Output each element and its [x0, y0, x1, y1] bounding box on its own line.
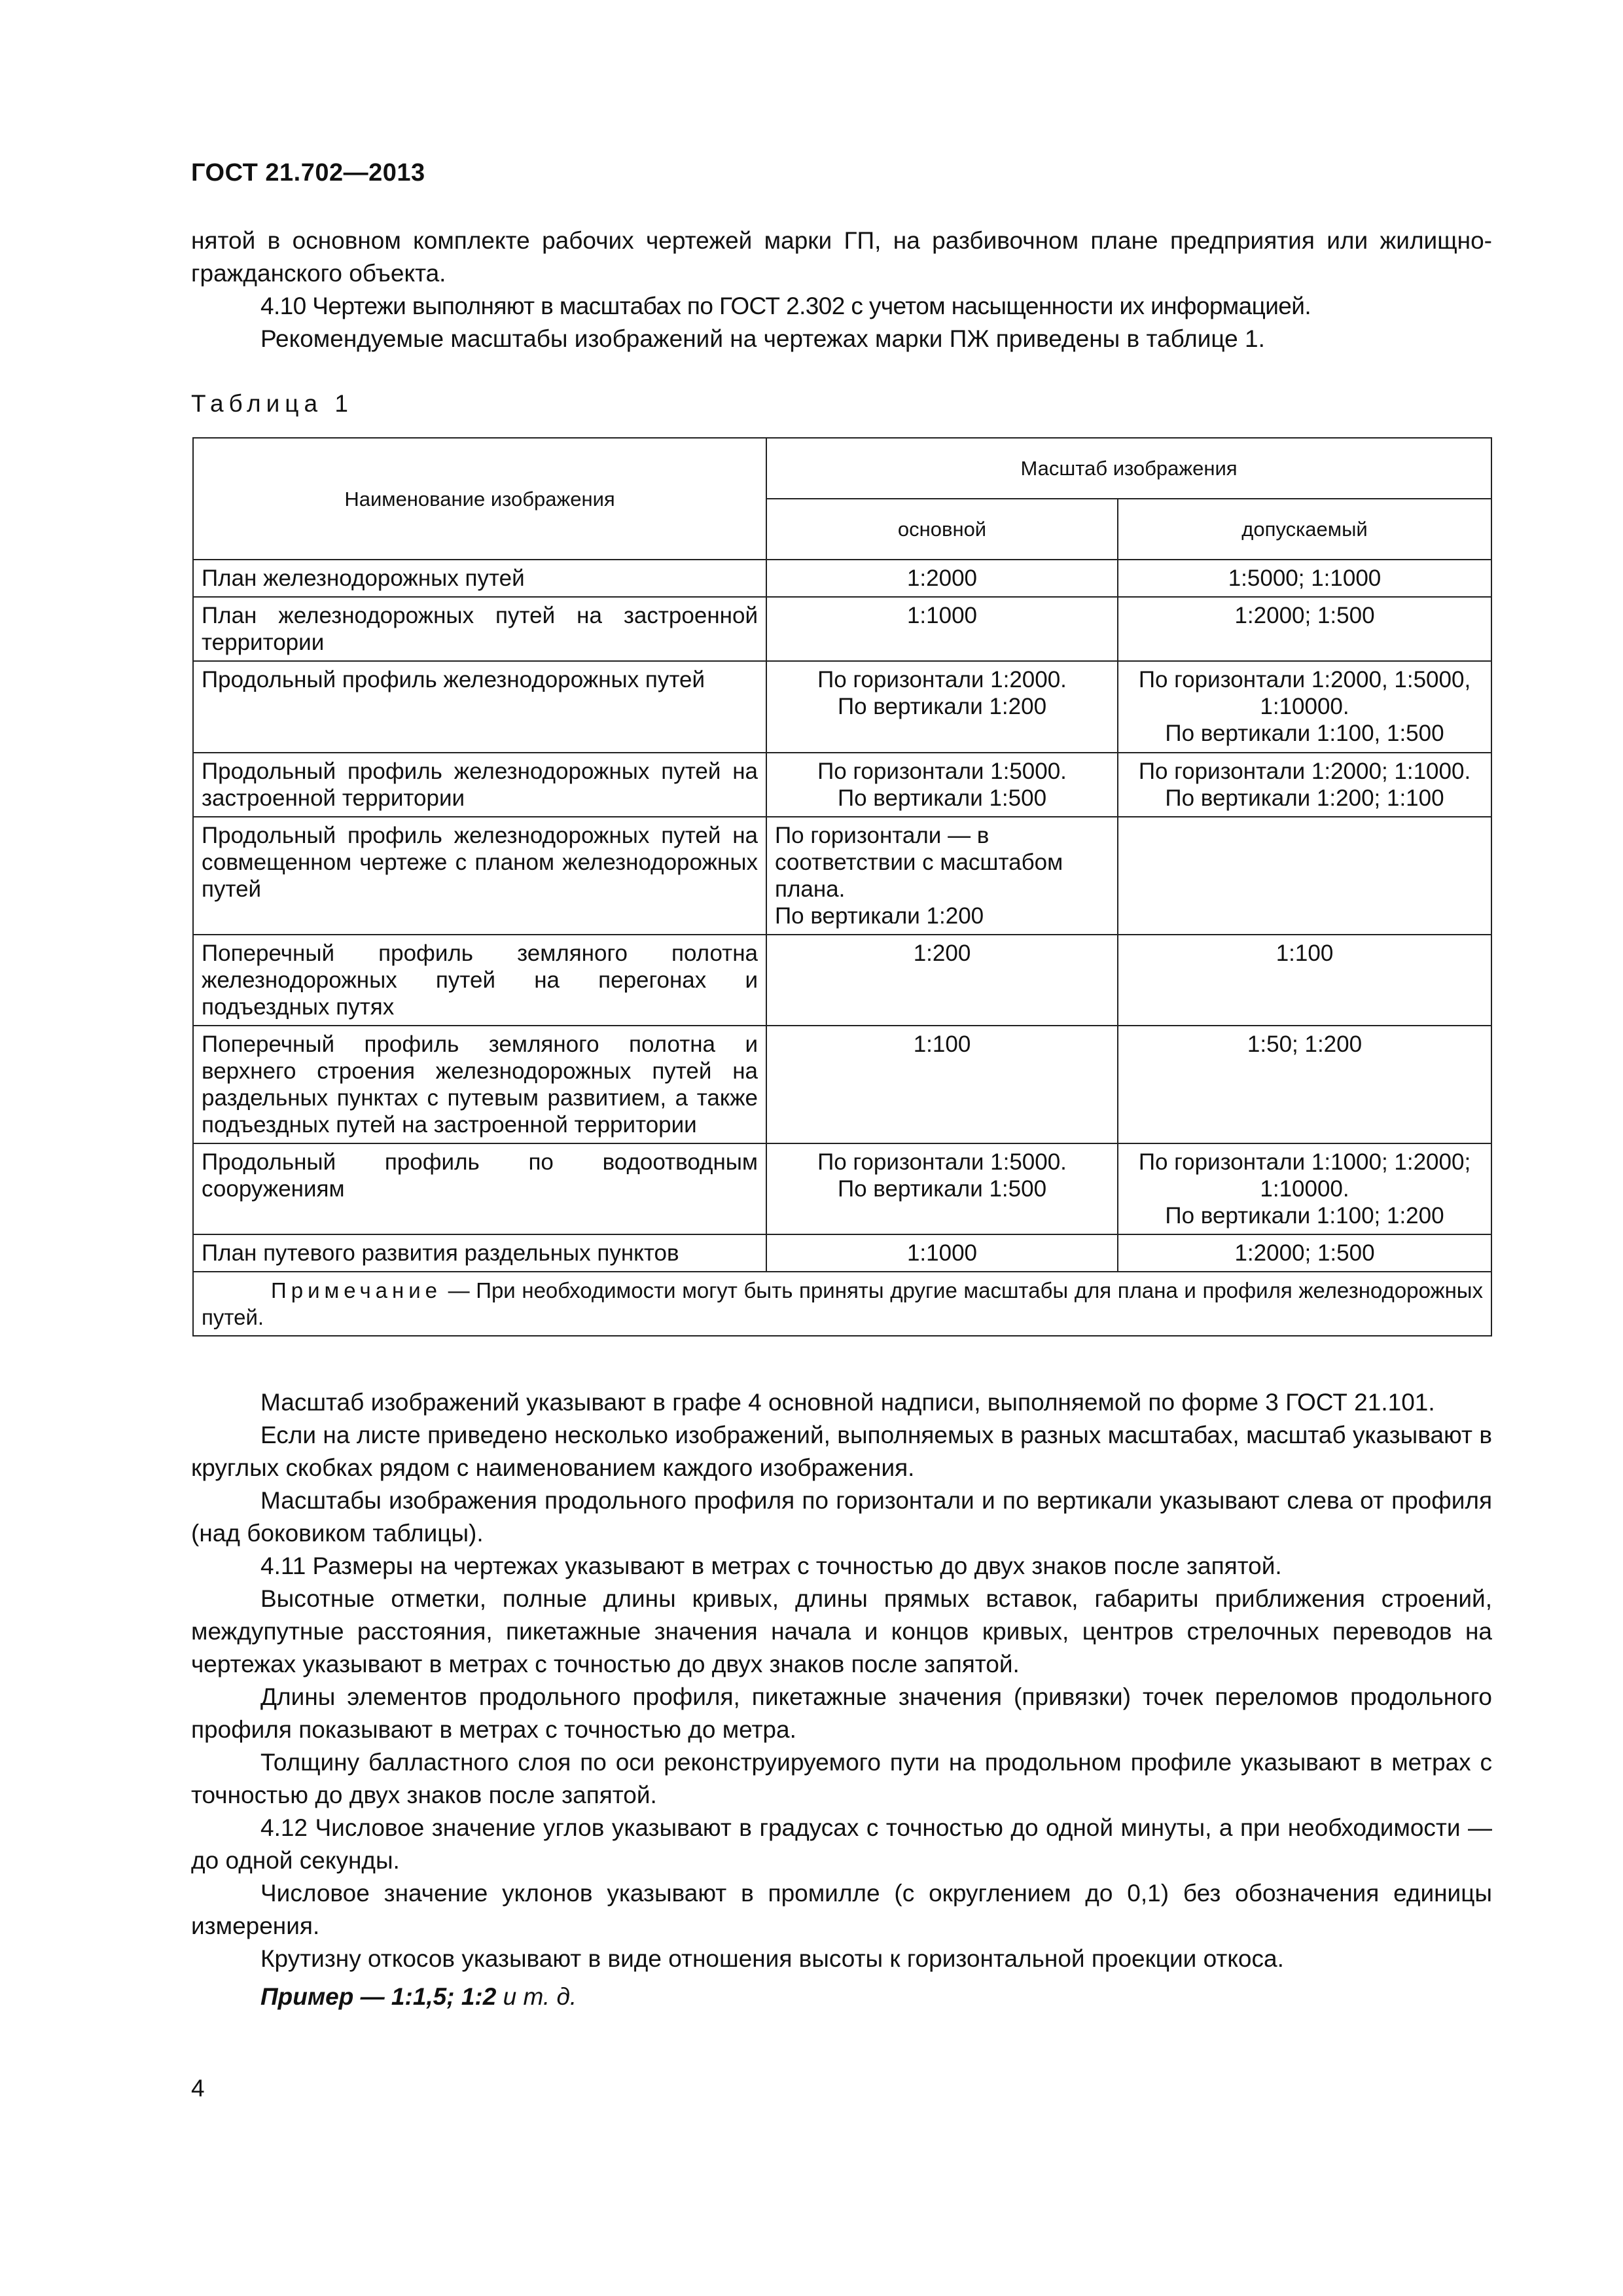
- cell-name: План железнодорожных путей: [193, 560, 766, 597]
- paragraph: Длины элементов продольного профиля, пикетажные значения (привязки) точек переломов продольного профиля показывают в метрах с точностью до метра.: [191, 1683, 1492, 1743]
- cell-allowed: [1118, 817, 1491, 935]
- note-text: — При необходимости могут быть приняты другие масштабы для плана и профиля железнодорожных путей.: [202, 1278, 1484, 1329]
- cell-main: По горизонтали — в соответствии с масштабом плана. По вертикали 1:200: [766, 817, 1118, 935]
- example-line: [191, 1981, 1492, 2013]
- paragraph: Числовое значение уклонов указывают в промилле (с округлением до 0,1) без обозначения единицы измерения.: [191, 1880, 1492, 1939]
- table-row: [193, 935, 1491, 1026]
- cell-main: 1:1000: [766, 1234, 1118, 1272]
- paragraph: 4.10 Чертежи выполняют в масштабах по ГОСТ 2.302 с учетом насыщенности их информацией.: [260, 293, 1311, 319]
- cell-allowed: 1:2000; 1:500: [1118, 597, 1491, 661]
- body-section: [191, 1386, 1492, 2013]
- example-tail: и т. д.: [496, 1983, 577, 2010]
- cell-allowed: 1:100: [1118, 935, 1491, 1026]
- column-header-scale: Масштаб изображения: [766, 438, 1491, 499]
- intro-section: [191, 224, 1492, 355]
- scales-table: [192, 437, 1492, 1336]
- note-label: Примечание: [271, 1278, 442, 1302]
- paragraph: Рекомендуемые масштабы изображений на чертежах марки ПЖ приведены в таблице 1.: [260, 325, 1265, 352]
- table-row: [193, 1234, 1491, 1272]
- table-note: [193, 1272, 1491, 1336]
- table-row: [193, 1026, 1491, 1143]
- document-id: ГОСТ 21.702—2013: [191, 159, 425, 187]
- cell-main: По горизонтали 1:2000. По вертикали 1:200: [766, 661, 1118, 753]
- paragraph: Если на листе приведено несколько изображений, выполняемых в разных масштабах, масштаб указывают в круглых скобках рядом с наименованием каждого изображения.: [191, 1422, 1492, 1481]
- cell-main: 1:200: [766, 935, 1118, 1026]
- paragraph: Высотные отметки, полные длины кривых, длины прямых вставок, габариты приближения строений, междупутные расстояния, пикетажные значения начала и концов кривых, центров стрелочных переводов на чертежах указывают в метрах с точностью до двух знаков после запятой.: [191, 1585, 1492, 1677]
- page-number: 4: [191, 2075, 205, 2102]
- table-row: [193, 560, 1491, 597]
- cell-name: Поперечный профиль земляного полотна и верхнего строения железнодорожных путей на раздельных пунктах с путевым развитием, а также подъездных путей на застроенной территории: [193, 1026, 766, 1143]
- column-header-allowed: допускаемый: [1118, 499, 1491, 560]
- column-header-name: Наименование изображения: [193, 438, 766, 560]
- table-row: [193, 753, 1491, 817]
- paragraph: Масштаб изображений указывают в графе 4 основной надписи, выполняемой по форме 3 ГОСТ 21.101.: [260, 1389, 1435, 1416]
- cell-name: Продольный профиль железнодорожных путей: [193, 661, 766, 753]
- example-label: Пример — 1:1,5; 1:2: [260, 1983, 497, 2010]
- cell-name: Продольный профиль железнодорожных путей на совмещенном чертеже с планом железнодорожных путей: [193, 817, 766, 935]
- table-body: [193, 560, 1491, 1336]
- cell-name: Продольный профиль железнодорожных путей на застроенной территории: [193, 753, 766, 817]
- table-row: [193, 597, 1491, 661]
- cell-name: План железнодорожных путей на застроенной территории: [193, 597, 766, 661]
- paragraph: Толщину балластного слоя по оси реконструируемого пути на продольном профиле указывают в метрах с точностью до двух знаков после запятой.: [191, 1749, 1492, 1808]
- cell-main: 1:100: [766, 1026, 1118, 1143]
- cell-name: Продольный профиль по водоотводным сооружениям: [193, 1143, 766, 1234]
- paragraph: 4.11 Размеры на чертежах указывают в метрах с точностью до двух знаков после запятой.: [260, 1552, 1282, 1579]
- table-row: [193, 817, 1491, 935]
- table-row: [193, 1143, 1491, 1234]
- cell-main: 1:1000: [766, 597, 1118, 661]
- table-caption: Таблица 1: [191, 390, 353, 417]
- cell-allowed: По горизонтали 1:1000; 1:2000; 1:10000. По вертикали 1:100; 1:200: [1118, 1143, 1491, 1234]
- cell-main: 1:2000: [766, 560, 1118, 597]
- paragraph: 4.12 Числовое значение углов указывают в градусах с точностью до одной минуты, а при необходимости — до одной секунды.: [191, 1814, 1492, 1874]
- cell-allowed: По горизонтали 1:2000, 1:5000, 1:10000. По вертикали 1:100, 1:500: [1118, 661, 1491, 753]
- cell-allowed: 1:2000; 1:500: [1118, 1234, 1491, 1272]
- cell-main: По горизонтали 1:5000. По вертикали 1:500: [766, 753, 1118, 817]
- column-header-main: основной: [766, 499, 1118, 560]
- table-row: [193, 661, 1491, 753]
- cell-name: План путевого развития раздельных пунктов: [193, 1234, 766, 1272]
- paragraph: нятой в основном комплекте рабочих чертежей марки ГП, на разбивочном плане предприятия или жилищно-гражданского объекта.: [191, 227, 1492, 287]
- paragraph: Масштабы изображения продольного профиля по горизонтали и по вертикали указывают слева от профиля (над боковиком таблицы).: [191, 1487, 1492, 1547]
- cell-allowed: 1:50; 1:200: [1118, 1026, 1491, 1143]
- paragraph: Крутизну откосов указывают в виде отношения высоты к горизонтальной проекции откоса.: [260, 1945, 1284, 1972]
- cell-allowed: 1:5000; 1:1000: [1118, 560, 1491, 597]
- table-note-row: [193, 1272, 1491, 1336]
- cell-main: По горизонтали 1:5000. По вертикали 1:500: [766, 1143, 1118, 1234]
- cell-allowed: По горизонтали 1:2000; 1:1000. По вертикали 1:200; 1:100: [1118, 753, 1491, 817]
- cell-name: Поперечный профиль земляного полотна железнодорожных путей на перегонах и подъездных путях: [193, 935, 766, 1026]
